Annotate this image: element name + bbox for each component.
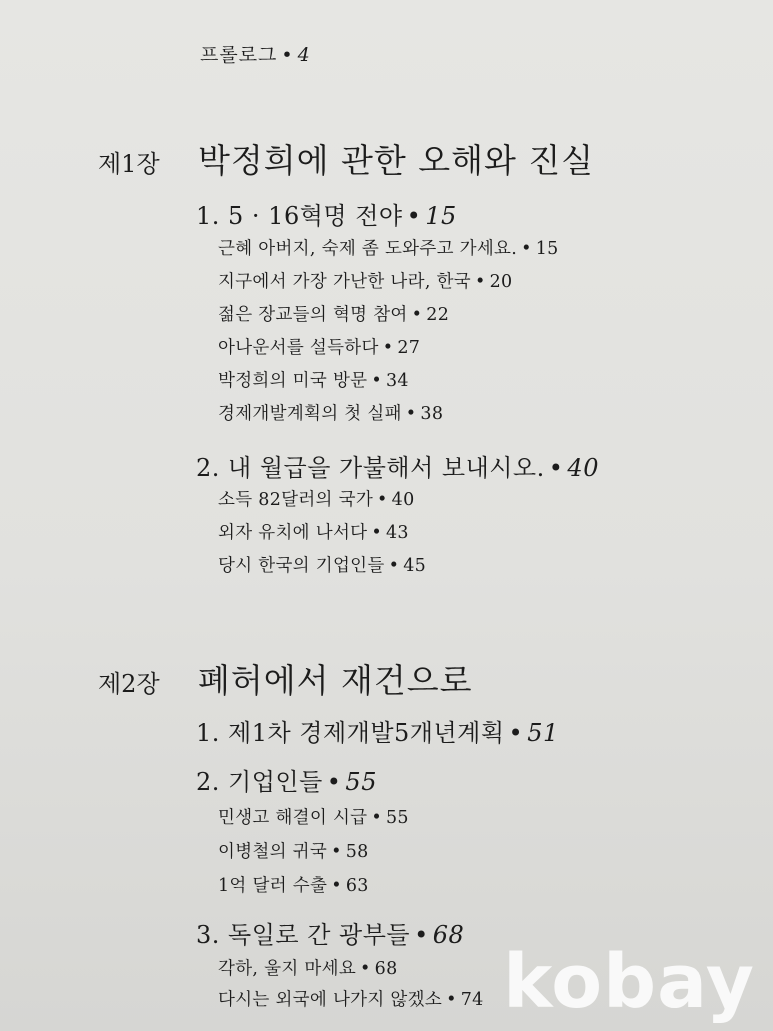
section-label: 1. 제1차 경제개발5개년계획 [196,719,505,747]
section-label: 2. 기업인들 [196,768,323,796]
toc-item [218,301,449,326]
item-page: 15 [535,239,559,259]
bullet: • [331,876,342,896]
bullet: • [406,202,422,230]
item-text: 소득 82달러의 국가 [218,490,374,510]
bullet: • [411,305,423,325]
bullet: • [281,44,294,66]
bullet: • [331,842,342,862]
chapter-2-heading [98,655,473,702]
item-page: 55 [386,808,409,828]
section-page: 15 [425,202,457,230]
bullet: • [508,719,524,747]
item-text: 다시는 외국에 나가지 않겠소 [218,990,443,1010]
item-text: 박정희의 미국 방문 [218,371,368,391]
bullet: • [382,338,394,358]
toc-section [196,713,559,748]
chapter-2-label: 제2장 [98,670,160,698]
prologue-label: 프롤로그 [200,44,278,66]
item-page: 27 [397,338,421,358]
item-text: 외자 유치에 나서다 [218,523,368,543]
item-page: 22 [426,305,450,325]
item-text: 당시 한국의 기업인들 [218,556,385,576]
toc-item [218,552,426,577]
item-page: 20 [489,272,513,292]
section-label: 2. 내 월급을 가불해서 보내시오. [196,454,545,482]
toc-section [196,448,599,483]
item-text: 이병철의 귀국 [218,842,328,862]
toc-item [218,986,484,1011]
section-page: 51 [527,719,559,747]
bullet: • [548,454,564,482]
toc-section [196,196,457,231]
toc-item [218,268,512,293]
item-page: 45 [403,556,427,576]
chapter-1-label: 제1장 [98,150,160,178]
bullet: • [446,990,457,1010]
bullet: • [371,808,382,828]
toc-item [218,955,398,980]
watermark-logo: kobay [503,939,755,1025]
item-text: 젊은 장교들의 혁명 참여 [218,305,408,325]
chapter-2-title: 폐허에서 재건으로 [198,661,473,700]
item-page: 63 [345,876,369,896]
toc-section [196,762,377,797]
section-page: 55 [345,768,377,796]
item-text: 지구에서 가장 가난한 나라, 한국 [218,272,471,292]
toc-item [218,486,415,511]
chapter-1-heading [98,135,594,182]
toc-item [218,235,559,260]
toc-item [218,334,420,359]
item-text: 경제개발계획의 첫 실패 [218,404,402,424]
bullet: • [371,371,382,391]
prologue-page: 4 [297,44,311,66]
toc-item [218,838,369,863]
item-page: 34 [386,371,409,391]
item-page: 58 [345,842,369,862]
item-text: 민생고 해결이 시급 [218,808,368,828]
item-page: 40 [391,490,415,510]
section-page: 40 [567,454,599,482]
bullet: • [414,921,429,949]
bullet: • [326,768,342,796]
item-page: 74 [460,990,484,1010]
toc-section [196,915,464,950]
bullet: • [360,959,371,979]
section-label: 1. 5 · 16혁명 전야 [196,202,403,230]
item-text: 각하, 울지 마세요 [218,959,357,979]
item-text: 근혜 아버지, 숙제 좀 도와주고 가세요. [218,239,518,259]
bullet: • [521,239,532,259]
section-page: 68 [432,921,465,949]
toc-item [218,519,409,544]
section-label: 3. 독일로 간 광부들 [196,921,411,949]
item-text: 아나운서를 설득하다 [218,338,379,358]
bullet: • [405,404,417,424]
bullet: • [377,490,388,510]
item-page: 38 [420,404,444,424]
toc-item [218,367,409,392]
bullet: • [388,556,400,576]
item-page: 43 [386,523,409,543]
toc-item [218,872,369,897]
item-text: 1억 달러 수출 [218,876,328,896]
bullet: • [474,272,486,292]
bullet: • [371,523,382,543]
item-page: 68 [374,959,398,979]
chapter-1-title: 박정희에 관한 오해와 진실 [198,141,595,180]
toc-item [218,804,409,829]
prologue-entry [200,40,311,67]
toc-item [218,400,443,425]
